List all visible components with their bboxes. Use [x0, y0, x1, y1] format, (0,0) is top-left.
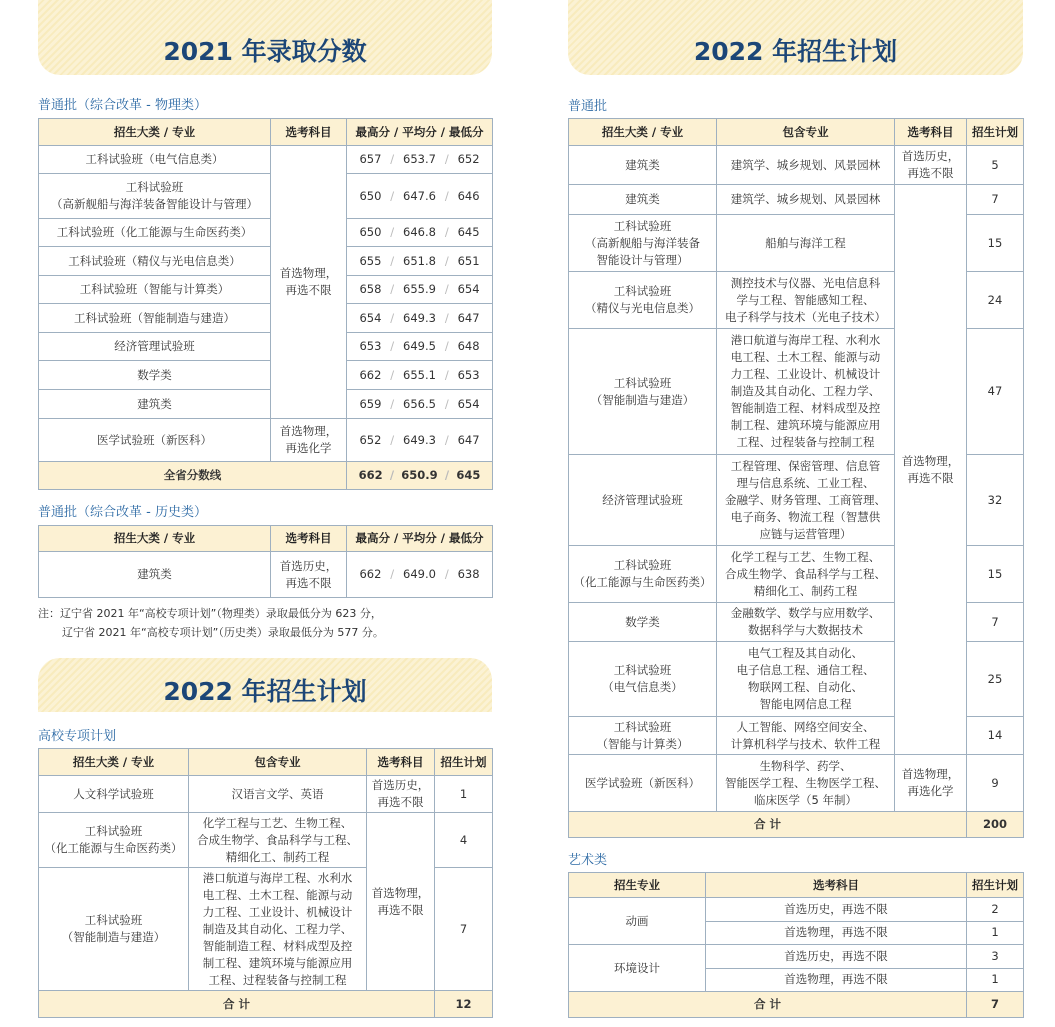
- separator: /: [389, 468, 395, 482]
- plan-count: 3: [967, 945, 1024, 969]
- column-header: 选考科目: [895, 119, 967, 146]
- scores-cell: [347, 419, 493, 462]
- table-row: [39, 552, 493, 598]
- subject-requirement: 首选物理，再选不限: [706, 921, 967, 945]
- score-value: 646: [457, 188, 480, 203]
- major-name: 工科试验班 （化工能源与生命医药类）: [39, 813, 189, 868]
- special-heading: 高校专项计划: [38, 729, 117, 744]
- major-name: 建筑类: [39, 552, 271, 598]
- score-value: 649.3: [403, 310, 436, 325]
- major-name: 工科试验班（精仪与光电信息类）: [39, 247, 271, 276]
- column-header: 招生大类 / 专业: [569, 119, 717, 146]
- plan-count: 5: [967, 146, 1024, 185]
- scores-cell: [347, 552, 493, 598]
- separator: /: [390, 339, 395, 353]
- plan-count: 4: [435, 813, 493, 868]
- separator: /: [390, 367, 395, 382]
- score-value: 658: [359, 282, 382, 296]
- subject-requirement: 首选历史， 再选不限: [895, 146, 967, 185]
- major-name: 工科试验班 （高新舰船与海洋装备智能设计与管理）: [39, 174, 271, 219]
- score-value: 659: [359, 396, 382, 411]
- major-name: 工科试验班 （电气信息类）: [569, 642, 717, 717]
- included-majors: 化学工程与工艺、生物工程、 合成生物学、食品科学与工程、 精细化工、制药工程: [717, 546, 895, 603]
- included-majors: 化学工程与工艺、生物工程、 合成生物学、食品科学与工程、 精细化工、制药工程: [189, 813, 367, 868]
- table-row: [569, 146, 1024, 185]
- scores-cell: [347, 276, 493, 304]
- plan-count: 25: [967, 642, 1024, 717]
- column-header: 招生计划: [435, 749, 493, 776]
- scores-cell: [347, 174, 493, 219]
- header-row: [39, 749, 493, 776]
- major-name: 数学类: [39, 361, 271, 390]
- separator: /: [444, 396, 449, 411]
- score-value: 645: [457, 225, 480, 239]
- total-row: [39, 991, 493, 1018]
- total-label: 合 计: [39, 991, 435, 1018]
- score-value: 651: [457, 253, 480, 268]
- scores-cell: [347, 219, 493, 247]
- separator: /: [444, 152, 449, 166]
- separator: /: [390, 396, 395, 411]
- plan-count: 7: [967, 603, 1024, 642]
- subject-requirement: 首选物理，再选不限: [706, 968, 967, 992]
- section-title: 2021 年录取分数: [163, 37, 367, 66]
- plan-count: 1: [967, 968, 1024, 992]
- major-name: 建筑类: [569, 146, 717, 185]
- separator: /: [390, 432, 395, 447]
- plan-count: 24: [967, 272, 1024, 329]
- table-row: [39, 304, 493, 333]
- included-majors: 港口航道与海岸工程、水利水 电工程、土木工程、能源与动 力工程、工业设计、机械设计 制造及其自动化、工程力学、 智能制造工程、材料成型及控 制工程、建筑环境与能源应用 工程、过程装备与控制工程: [717, 329, 895, 455]
- major-name: 工科试验班 （智能制造与建造）: [569, 329, 717, 455]
- included-majors: 建筑学、城乡规划、风景园林: [717, 146, 895, 185]
- score-value: 638: [457, 567, 480, 581]
- total-label: 合 计: [569, 812, 967, 838]
- score-value: 653.7: [403, 152, 436, 166]
- separator: /: [444, 432, 449, 447]
- table-row: [39, 813, 493, 868]
- column-header: 招生专业: [569, 873, 706, 898]
- score-value: 662: [358, 468, 383, 482]
- column-header: 最高分 / 平均分 / 最低分: [347, 119, 493, 146]
- total-label: 合 计: [569, 992, 967, 1018]
- score-value: 662: [359, 567, 382, 581]
- included-majors: 金融数学、数学与应用数学、 数据科学与大数据技术: [717, 603, 895, 642]
- general-heading: 普通批: [568, 99, 608, 114]
- separator: /: [444, 282, 449, 296]
- included-majors: 汉语言文学、英语: [189, 776, 367, 813]
- subject-requirement: 首选物理， 再选化学: [895, 755, 967, 812]
- included-majors: 测控技术与仪器、光电信息科 学与工程、智能感知工程、 电子科学与技术（光电子技术）: [717, 272, 895, 329]
- separator: /: [444, 567, 449, 581]
- separator: /: [444, 310, 449, 325]
- art-heading: 艺术类: [568, 853, 608, 868]
- separator: /: [444, 367, 449, 382]
- major-name: 工科试验班（智能制造与建造）: [39, 304, 271, 333]
- table-row: [569, 755, 1024, 812]
- subject-requirement: 首选物理， 再选不限: [895, 185, 967, 755]
- banner-2022-plan: [38, 658, 492, 712]
- subject-requirement: 首选历史， 再选不限: [271, 552, 347, 598]
- scores-cell: [347, 390, 493, 419]
- art-major: 环境设计: [569, 945, 706, 992]
- art-major: 动画: [569, 898, 706, 945]
- major-name: 工科试验班 （精仪与光电信息类）: [569, 272, 717, 329]
- score-value: 647: [457, 432, 480, 447]
- score-value: 653: [359, 339, 382, 353]
- score-value: 649.5: [403, 339, 436, 353]
- total-row: [569, 812, 1024, 838]
- score-value: 655.1: [403, 367, 436, 382]
- history-heading: 普通批（综合改革 - 历史类）: [38, 505, 207, 520]
- table-row: [569, 945, 1024, 969]
- separator: /: [444, 339, 449, 353]
- major-name: 数学类: [569, 603, 717, 642]
- score-value: 656.5: [403, 396, 436, 411]
- scores-cell: [347, 333, 493, 361]
- total-row: [569, 992, 1024, 1018]
- header-row: [39, 526, 493, 552]
- table-row: [569, 898, 1024, 922]
- table-row: [39, 390, 493, 419]
- general-plan-table: [568, 118, 1024, 838]
- scores-cell: [347, 247, 493, 276]
- major-name: 工科试验班（化工能源与生命医药类）: [39, 219, 271, 247]
- included-majors: 建筑学、城乡规划、风景园林: [717, 185, 895, 215]
- subject-requirement: 首选物理， 再选化学: [271, 419, 347, 462]
- header-row: [569, 873, 1024, 898]
- separator: /: [444, 253, 449, 268]
- included-majors: 港口航道与海岸工程、水利水 电工程、土木工程、能源与动 力工程、工业设计、机械设计 制造及其自动化、工程力学、 智能制造工程、材料成型及控 制工程、建筑环境与能源应用 工程、过程装备与控制工程: [189, 868, 367, 991]
- column-header: 选考科目: [271, 119, 347, 146]
- scores-cell: [347, 146, 493, 174]
- total-plan: 7: [967, 992, 1024, 1018]
- column-header: 包含专业: [189, 749, 367, 776]
- scores-cell: [347, 304, 493, 333]
- table-row: [39, 219, 493, 247]
- table-row: [39, 247, 493, 276]
- score-value: 657: [359, 152, 382, 166]
- major-name: 工科试验班 （化工能源与生命医药类）: [569, 546, 717, 603]
- score-value: 647: [457, 310, 480, 325]
- history-scores-table: [38, 525, 493, 598]
- column-header: 包含专业: [717, 119, 895, 146]
- physics-heading: 普通批（综合改革 - 物理类）: [38, 98, 207, 113]
- score-value: 649.0: [403, 567, 436, 581]
- score-value: 650.9: [401, 468, 438, 482]
- separator: /: [444, 188, 449, 203]
- column-header: 招生大类 / 专业: [39, 749, 189, 776]
- separator: /: [444, 225, 449, 239]
- score-value: 649.3: [403, 432, 436, 447]
- score-value: 650: [359, 225, 382, 239]
- plan-count: 1: [435, 776, 493, 813]
- score-value: 646.8: [403, 225, 436, 239]
- included-majors: 生物科学、药学、 智能医学工程、生物医学工程、 临床医学（5 年制）: [717, 755, 895, 812]
- column-header: 招生计划: [967, 119, 1024, 146]
- column-header: 招生大类 / 专业: [39, 119, 271, 146]
- column-header: 最高分 / 平均分 / 最低分: [347, 526, 493, 552]
- score-value: 645: [456, 468, 481, 482]
- art-plan-table: [568, 872, 1024, 1018]
- table-row: [39, 333, 493, 361]
- subject-requirement: 首选历史， 再选不限: [367, 776, 435, 813]
- section-title: 2022 年招生计划: [163, 677, 367, 706]
- table-row: [569, 185, 1024, 215]
- separator: /: [390, 567, 395, 581]
- subject-requirement: 首选物理， 再选不限: [271, 146, 347, 419]
- subject-requirement: 首选物理， 再选不限: [367, 813, 435, 991]
- included-majors: 工程管理、保密管理、信息管 理与信息系统、工业工程、 金融学、财务管理、工商管理、 电子商务、物流工程（智慧供 应链与运营管理）: [717, 455, 895, 546]
- plan-count: 15: [967, 215, 1024, 272]
- separator: /: [444, 468, 450, 482]
- special-plan-table: [38, 748, 493, 1018]
- score-value: 653: [457, 367, 480, 382]
- major-name: 工科试验班 （智能与计算类）: [569, 717, 717, 755]
- separator: /: [390, 310, 395, 325]
- score-value: 654: [359, 310, 382, 325]
- section-title: 2022 年招生计划: [693, 37, 898, 66]
- banner-2021-scores: [38, 0, 492, 75]
- plan-count: 47: [967, 329, 1024, 455]
- subject-requirement: 首选历史，再选不限: [706, 898, 967, 922]
- major-name: 经济管理试验班: [39, 333, 271, 361]
- table-row: [39, 276, 493, 304]
- major-name: 建筑类: [39, 390, 271, 419]
- table-row: [39, 361, 493, 390]
- separator: /: [390, 282, 395, 296]
- plan-count: 2: [967, 898, 1024, 922]
- column-header: 选考科目: [706, 873, 967, 898]
- score-value: 662: [359, 367, 382, 382]
- major-name: 医学试验班（新医科）: [39, 419, 271, 462]
- major-name: 建筑类: [569, 185, 717, 215]
- score-value: 647.6: [403, 188, 436, 203]
- separator: /: [390, 225, 395, 239]
- score-value: 654: [457, 396, 480, 411]
- separator: /: [390, 152, 395, 166]
- plan-count: 32: [967, 455, 1024, 546]
- plan-count: 7: [967, 185, 1024, 215]
- major-name: 工科试验班 （高新舰船与海洋装备 智能设计与管理）: [569, 215, 717, 272]
- score-value: 652: [359, 432, 382, 447]
- plan-count: 9: [967, 755, 1024, 812]
- table-row: [39, 776, 493, 813]
- total-plan: 200: [967, 812, 1024, 838]
- score-value: 655: [359, 253, 382, 268]
- score-value: 655.9: [403, 282, 436, 296]
- score-value: 654: [457, 282, 480, 296]
- score-value: 648: [457, 339, 480, 353]
- physics-scores-table: [38, 118, 493, 490]
- column-header: 选考科目: [271, 526, 347, 552]
- score-value: 651.8: [403, 253, 436, 268]
- table-row: [39, 146, 493, 174]
- total-row: [39, 462, 493, 490]
- included-majors: 人工智能、网络空间安全、 计算机科学与技术、软件工程: [717, 717, 895, 755]
- major-name: 经济管理试验班: [569, 455, 717, 546]
- subject-requirement: 首选历史，再选不限: [706, 945, 967, 969]
- major-name: 工科试验班（电气信息类）: [39, 146, 271, 174]
- plan-count: 7: [435, 868, 493, 991]
- total-plan: 12: [435, 991, 493, 1018]
- major-name: 工科试验班（智能与计算类）: [39, 276, 271, 304]
- banner-2022-plan-right: [568, 0, 1023, 75]
- score-value: 650: [359, 188, 382, 203]
- separator: /: [390, 188, 395, 203]
- table-row: [39, 419, 493, 462]
- scores-cell: [347, 361, 493, 390]
- included-majors: 船舶与海洋工程: [717, 215, 895, 272]
- scores-cell: [347, 462, 493, 490]
- plan-count: 14: [967, 717, 1024, 755]
- header-row: [39, 119, 493, 146]
- table-row: [39, 174, 493, 219]
- note-line-1: 注：辽宁省 2021 年“高校专项计划”（物理类）录取最低分为 623 分，: [38, 607, 382, 620]
- separator: /: [390, 253, 395, 268]
- major-name: 医学试验班（新医科）: [569, 755, 717, 812]
- included-majors: 电气工程及其自动化、 电子信息工程、通信工程、 物联网工程、自动化、 智能电网信息工程: [717, 642, 895, 717]
- note-line-2: 辽宁省 2021 年“高校专项计划”（历史类）录取最低分为 577 分。: [62, 626, 384, 639]
- header-row: [569, 119, 1024, 146]
- major-name: 人文科学试验班: [39, 776, 189, 813]
- total-label: 全省分数线: [39, 462, 347, 490]
- column-header: 招生计划: [967, 873, 1024, 898]
- column-header: 选考科目: [367, 749, 435, 776]
- plan-count: 1: [967, 921, 1024, 945]
- score-value: 652: [457, 152, 480, 166]
- plan-count: 15: [967, 546, 1024, 603]
- column-header: 招生大类 / 专业: [39, 526, 271, 552]
- major-name: 工科试验班 （智能制造与建造）: [39, 868, 189, 991]
